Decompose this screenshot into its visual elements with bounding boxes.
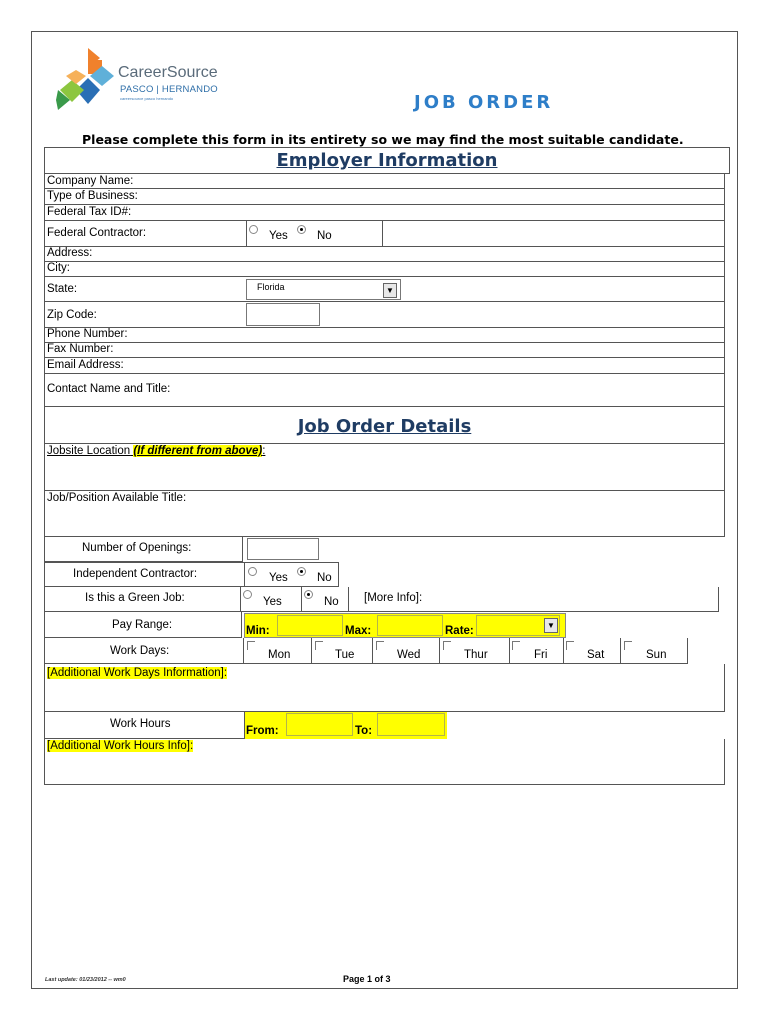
green-job-no-radio[interactable]: [304, 590, 313, 599]
tue-checkbox[interactable]: [315, 641, 323, 650]
details-section-heading: Job Order Details: [297, 416, 472, 437]
address-row[interactable]: [44, 247, 725, 262]
fax-row[interactable]: [44, 343, 725, 358]
chevron-down-icon[interactable]: ▼: [383, 283, 397, 298]
city-label: City:: [47, 262, 70, 274]
pay-range-label-cell: [44, 612, 242, 638]
day-divider: [509, 638, 510, 663]
position-title-label: Job/Position Available Title:: [47, 492, 187, 504]
green-job-row: [44, 587, 719, 612]
zip-code-label: Zip Code:: [47, 309, 97, 321]
work-days-row: [44, 638, 688, 664]
city-row[interactable]: [44, 262, 725, 277]
logo-tagline: careersource pasco hernando: [120, 96, 174, 101]
openings-label-cell: [44, 537, 243, 562]
green-job-divider-1: [240, 587, 241, 611]
address-label: Address:: [47, 247, 93, 259]
state-label: State:: [47, 283, 78, 295]
sun-label: Sun: [646, 649, 667, 661]
additional-days-row[interactable]: [44, 664, 725, 712]
additional-hours-label: [Additional Work Hours Info]:: [47, 740, 194, 752]
fri-checkbox[interactable]: [512, 641, 520, 650]
independent-no-label: No: [317, 572, 332, 584]
hours-from-input[interactable]: [286, 713, 353, 736]
wed-checkbox[interactable]: [376, 641, 384, 650]
fax-label: Fax Number:: [47, 343, 114, 355]
state-select-value: Florida: [257, 282, 285, 292]
pay-range-label: Pay Range:: [112, 619, 173, 631]
sun-checkbox[interactable]: [624, 641, 632, 650]
fri-label: Fri: [534, 649, 548, 661]
additional-hours-row[interactable]: [44, 739, 725, 785]
thur-checkbox[interactable]: [443, 641, 451, 650]
hours-to-label: To:: [355, 725, 373, 737]
form-title: JOB ORDER: [414, 92, 554, 113]
company-name-row[interactable]: [44, 174, 725, 189]
openings-label: Number of Openings:: [82, 542, 192, 554]
federal-contractor-row: [44, 221, 725, 247]
wed-label: Wed: [397, 649, 421, 661]
phone-row[interactable]: [44, 328, 725, 343]
zip-code-input[interactable]: [246, 303, 320, 326]
thur-label: Thur: [464, 649, 488, 661]
work-hours-row: [44, 711, 447, 739]
company-name-label: Company Name:: [47, 175, 134, 187]
green-job-no-label: No: [324, 596, 339, 608]
independent-yes-radio[interactable]: [248, 567, 257, 576]
contact-row[interactable]: [44, 374, 725, 407]
state-select[interactable]: [246, 279, 401, 300]
federal-contractor-no-radio[interactable]: [297, 225, 306, 234]
jobsite-label: Jobsite Location: [47, 445, 131, 457]
tue-label: Tue: [335, 649, 355, 661]
employer-section-heading: Employer Information: [44, 147, 730, 174]
position-title-row[interactable]: [44, 491, 725, 537]
green-job-more-info[interactable]: [More Info]:: [364, 592, 423, 604]
contact-label: Contact Name and Title:: [47, 383, 171, 395]
logo-mark-icon: [52, 46, 118, 112]
independent-label: Independent Contractor:: [73, 568, 198, 580]
openings-input[interactable]: [247, 538, 319, 560]
mon-label: Mon: [268, 649, 291, 661]
work-days-label: Work Days:: [110, 645, 170, 657]
zip-code-row: [44, 302, 725, 328]
jobsite-row[interactable]: [44, 444, 725, 491]
jobsite-note: (If different from above): [133, 445, 263, 457]
type-of-business-row[interactable]: [44, 189, 725, 205]
work-hours-label: Work Hours: [110, 718, 171, 730]
logo-subtitle: PASCO | HERNANDO: [120, 84, 218, 95]
green-job-divider-2: [301, 587, 302, 611]
federal-contractor-options: [246, 221, 383, 246]
mon-checkbox[interactable]: [247, 641, 255, 650]
federal-contractor-yes-label: Yes: [269, 230, 288, 242]
independent-divider: [244, 562, 245, 587]
pay-max-input[interactable]: [377, 615, 443, 636]
pay-min-input[interactable]: [277, 615, 343, 636]
independent-no-radio[interactable]: [297, 567, 306, 576]
last-update-note: Last update: 01/23/2012 -- wm0: [45, 977, 126, 983]
pay-rate-select[interactable]: [476, 615, 560, 636]
sat-label: Sat: [587, 649, 605, 661]
federal-contractor-yes-radio[interactable]: [249, 225, 258, 234]
form-instructions: Please complete this form in its entirety so we may find the most suitable candidate.: [82, 132, 684, 147]
pay-max-label: Max:: [345, 625, 372, 637]
green-job-divider-3: [348, 587, 349, 611]
chevron-down-icon[interactable]: ▼: [544, 618, 558, 633]
green-job-yes-label: Yes: [263, 596, 282, 608]
federal-tax-id-label: Federal Tax ID#:: [47, 206, 132, 218]
jobsite-colon: :: [262, 445, 266, 457]
additional-days-label: [Additional Work Days Information]:: [47, 667, 228, 679]
day-divider: [620, 638, 621, 663]
hours-to-input[interactable]: [377, 713, 445, 736]
state-row: [44, 277, 725, 302]
federal-contractor-label: Federal Contractor:: [47, 227, 147, 239]
federal-contractor-no-label: No: [317, 230, 332, 242]
independent-row: [44, 562, 339, 587]
day-divider: [311, 638, 312, 663]
phone-label: Phone Number:: [47, 328, 128, 340]
pay-min-label: Min:: [246, 625, 270, 637]
federal-tax-id-row[interactable]: [44, 205, 725, 221]
page-number: Page 1 of 3: [343, 974, 391, 984]
green-job-label: Is this a Green Job:: [85, 592, 185, 604]
type-of-business-label: Type of Business:: [47, 190, 138, 202]
work-days-divider: [243, 638, 244, 663]
green-job-yes-radio[interactable]: [243, 590, 252, 599]
email-label: Email Address:: [47, 359, 124, 371]
work-hours-fields: [244, 712, 447, 739]
independent-yes-label: Yes: [269, 572, 288, 584]
pay-rate-label: Rate:: [445, 625, 474, 637]
pay-range-fields: [244, 613, 566, 638]
hours-from-label: From:: [246, 725, 279, 737]
logo-wordmark: CareerSource: [118, 64, 218, 81]
email-row[interactable]: [44, 358, 725, 374]
day-divider: [372, 638, 373, 663]
day-divider: [563, 638, 564, 663]
sat-checkbox[interactable]: [566, 641, 574, 650]
day-divider: [439, 638, 440, 663]
